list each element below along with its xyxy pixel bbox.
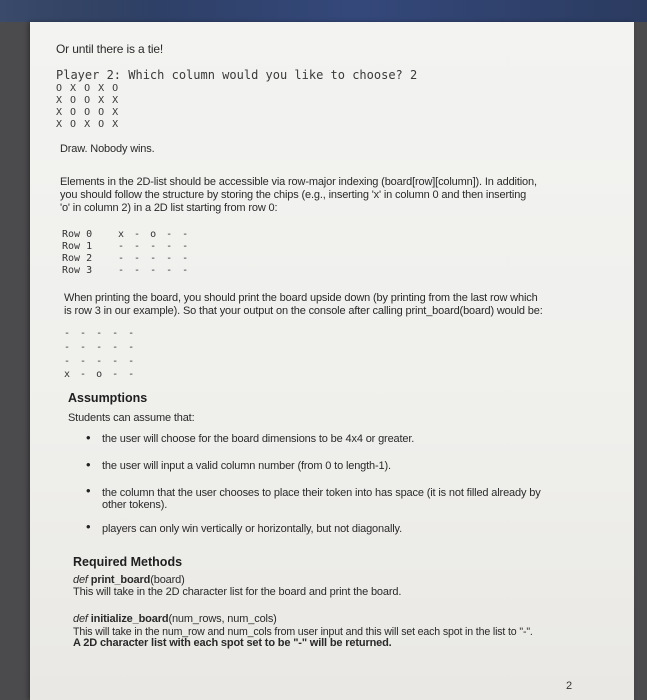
assumption-item: the column that the user chooses to place their token into has space (it is not filled already by <box>102 487 541 499</box>
printed-board-row: - - - - - <box>64 356 137 367</box>
example-board-row: X O O X X <box>56 95 120 106</box>
draw-line: Draw. Nobody wins. <box>60 143 155 155</box>
method-description: This will take in the num_row and num_cols from user input and this will set each spot in the list to "-". <box>73 626 533 638</box>
top-band-fade <box>0 0 160 22</box>
row-label: Row 1 <box>62 241 93 252</box>
row-cells: - - - - - <box>118 241 191 252</box>
page-number: 2 <box>566 680 573 692</box>
method-return: A 2D character list with each spot set to be "-" will be returned. <box>73 637 392 649</box>
document-page <box>30 22 634 700</box>
row-cells: x - o - - <box>118 229 191 240</box>
method-signature <box>73 613 277 625</box>
def-keyword: def <box>73 574 88 586</box>
bullet-icon: • <box>86 519 91 534</box>
row-major-paragraph-line: you should follow the structure by storing the chips (e.g., inserting 'x' in column 0 and then inserting <box>60 189 527 201</box>
method-name: initialize_board <box>90 613 169 625</box>
bullet-icon: • <box>86 430 91 445</box>
example-board-row: X O O O X <box>56 107 120 118</box>
row-cells: - - - - - <box>118 265 191 276</box>
row-major-paragraph-line: 'o' in column 2) in a 2D list starting from row 0: <box>60 202 278 214</box>
row-cells: - - - - - <box>118 253 191 264</box>
row-label: Row 3 <box>62 265 93 276</box>
row-major-paragraph-line: Elements in the 2D-list should be accessible via row-major indexing (board[row][column]). In addition, <box>60 176 537 188</box>
tie-line: Or until there is a tie! <box>56 42 164 56</box>
bullet-icon: • <box>86 457 91 472</box>
required-methods-heading: Required Methods <box>73 555 183 569</box>
print-upside-down-paragraph-line: is row 3 in our example). So that your output on the console after calling print_board(board) would be: <box>64 305 543 317</box>
bullet-icon: • <box>86 483 91 498</box>
print-upside-down-paragraph-line: When printing the board, you should print the board upside down (by printing from the last row which <box>64 292 538 304</box>
example-board-row: O X O X O <box>56 83 120 94</box>
method-args: (num_rows, num_cols) <box>168 613 277 625</box>
row-label: Row 2 <box>62 253 93 264</box>
def-keyword: def <box>73 613 88 625</box>
assumptions-heading: Assumptions <box>68 391 148 405</box>
assumption-item: players can only win vertically or horizontally, but not diagonally. <box>102 523 402 535</box>
assumption-item-continued: other tokens). <box>102 499 168 511</box>
prompt-line: Player 2: Which column would you like to choose? 2 <box>56 68 418 82</box>
example-board-row: X O X O X <box>56 119 120 130</box>
assumption-item: the user will choose for the board dimensions to be 4x4 or greater. <box>102 433 415 445</box>
assumptions-intro: Students can assume that: <box>68 412 195 424</box>
assumption-item: the user will input a valid column number (from 0 to length-1). <box>102 460 391 472</box>
printed-board-row: - - - - - <box>64 328 137 339</box>
row-label: Row 0 <box>62 229 93 240</box>
method-signature <box>73 574 185 586</box>
top-dark-band <box>0 0 647 22</box>
method-description: This will take in the 2D character list for the board and print the board. <box>73 586 402 598</box>
method-args: (board) <box>150 574 185 586</box>
printed-board-row: - - - - - <box>64 342 137 353</box>
method-name: print_board <box>90 574 151 586</box>
printed-board-row: x - o - - <box>64 369 137 380</box>
